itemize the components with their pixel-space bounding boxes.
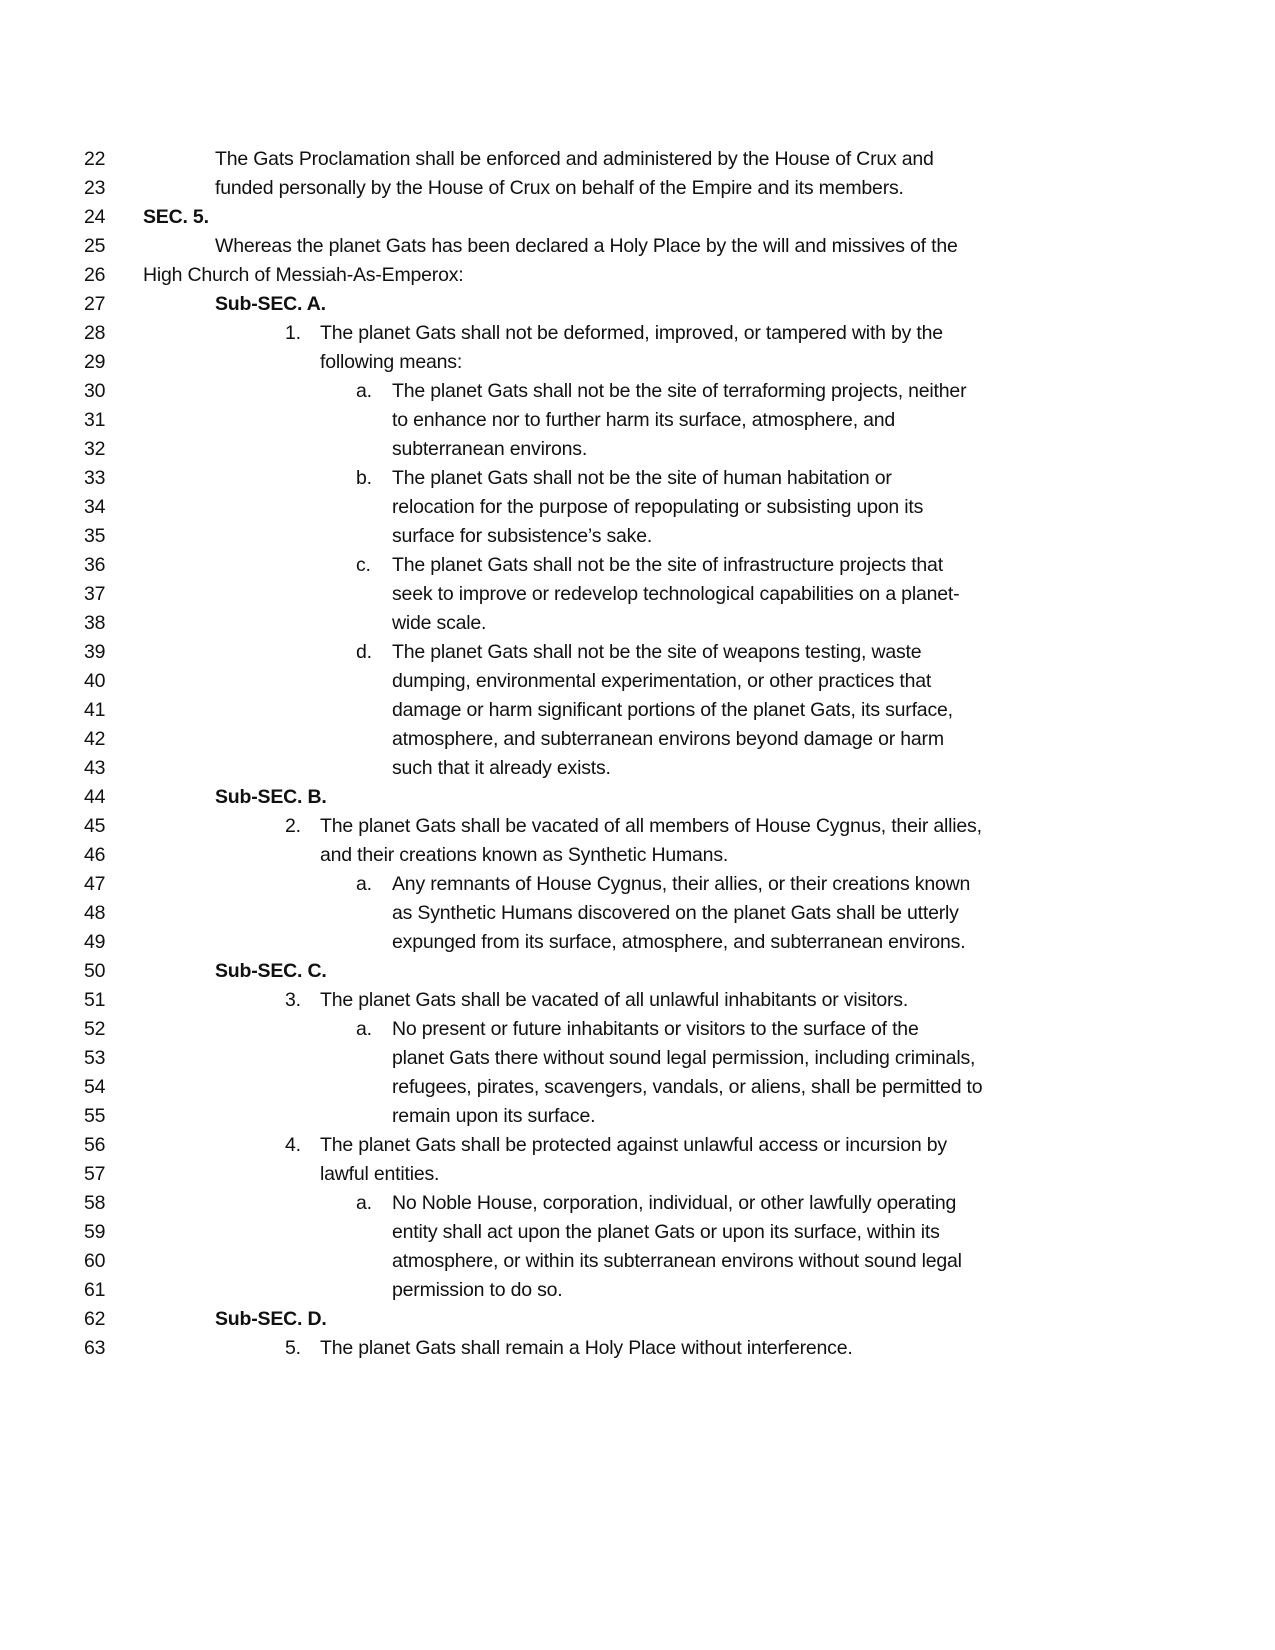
list-letter: a. — [356, 1192, 372, 1214]
line-number: 61 — [84, 1279, 106, 1301]
document-line — [0, 522, 1275, 551]
document-line — [0, 348, 1275, 377]
sublist-item-text: The planet Gats shall not be the site of infrastructure projects that — [392, 554, 943, 576]
list-item-text: The planet Gats shall remain a Holy Place without interference. — [320, 1337, 853, 1359]
document-line — [0, 870, 1275, 899]
document-line — [0, 841, 1275, 870]
sublist-item-text: as Synthetic Humans discovered on the planet Gats shall be utterly — [392, 902, 959, 924]
sublist-item-text: to enhance nor to further harm its surface, atmosphere, and — [392, 409, 896, 431]
line-number: 49 — [84, 931, 106, 953]
line-number: 28 — [84, 322, 106, 344]
line-number: 54 — [84, 1076, 106, 1098]
line-number: 39 — [84, 641, 106, 663]
line-number: 62 — [84, 1308, 106, 1330]
paragraph-text: Whereas the planet Gats has been declared a Holy Place by the will and missives of the — [215, 235, 958, 257]
line-number: 40 — [84, 670, 106, 692]
list-item-text: The planet Gats shall be protected against unlawful access or incursion by — [320, 1134, 947, 1156]
line-number: 22 — [84, 148, 106, 170]
document-line — [0, 1160, 1275, 1189]
document-line — [0, 812, 1275, 841]
document-line — [0, 754, 1275, 783]
list-letter: d. — [356, 641, 372, 663]
subsection-heading: Sub-SEC. C. — [215, 960, 327, 982]
list-letter: a. — [356, 1018, 372, 1040]
sublist-item-text: No Noble House, corporation, individual, or other lawfully operating — [392, 1192, 957, 1214]
sublist-item-text: subterranean environs. — [392, 438, 588, 460]
line-number: 32 — [84, 438, 106, 460]
line-number: 58 — [84, 1192, 106, 1214]
sublist-item-text: atmosphere, or within its subterranean environs without sound legal — [392, 1250, 962, 1272]
sublist-item-text: dumping, environmental experimentation, or other practices that — [392, 670, 932, 692]
line-number: 23 — [84, 177, 106, 199]
document-line — [0, 377, 1275, 406]
document-line — [0, 1131, 1275, 1160]
line-number: 57 — [84, 1163, 106, 1185]
sublist-item-text: wide scale. — [392, 612, 487, 634]
document-line — [0, 493, 1275, 522]
line-number: 34 — [84, 496, 106, 518]
document-line — [0, 725, 1275, 754]
document-line — [0, 1044, 1275, 1073]
line-number: 26 — [84, 264, 106, 286]
line-number: 47 — [84, 873, 106, 895]
line-number: 24 — [84, 206, 106, 228]
line-number: 43 — [84, 757, 106, 779]
list-letter: c. — [356, 554, 371, 576]
list-item-text: lawful entities. — [320, 1163, 440, 1185]
sublist-item-text: Any remnants of House Cygnus, their allies, or their creations known — [392, 873, 971, 895]
list-item-text: The planet Gats shall not be deformed, improved, or tampered with by the — [320, 322, 943, 344]
line-number: 25 — [84, 235, 106, 257]
line-number: 30 — [84, 380, 106, 402]
line-number: 38 — [84, 612, 106, 634]
line-number: 56 — [84, 1134, 106, 1156]
subsection-heading: Sub-SEC. D. — [215, 1308, 327, 1330]
line-number: 33 — [84, 467, 106, 489]
document-line — [0, 464, 1275, 493]
line-number: 36 — [84, 554, 106, 576]
list-letter: b. — [356, 467, 372, 489]
line-number: 60 — [84, 1250, 106, 1272]
sublist-item-text: permission to do so. — [392, 1279, 563, 1301]
line-number: 41 — [84, 699, 106, 721]
line-number: 51 — [84, 989, 106, 1011]
sublist-item-text: remain upon its surface. — [392, 1105, 596, 1127]
document-line — [0, 1015, 1275, 1044]
document-line — [0, 783, 1275, 812]
sublist-item-text: No present or future inhabitants or visitors to the surface of the — [392, 1018, 919, 1040]
line-number: 44 — [84, 786, 106, 808]
document-line — [0, 261, 1275, 290]
document-line — [0, 928, 1275, 957]
sublist-item-text: seek to improve or redevelop technological capabilities on a planet- — [392, 583, 960, 605]
document-line — [0, 145, 1275, 174]
document-line — [0, 609, 1275, 638]
list-item-text: The planet Gats shall be vacated of all members of House Cygnus, their allies, — [320, 815, 982, 837]
list-number: 5. — [285, 1337, 301, 1359]
sublist-item-text: damage or harm significant portions of the planet Gats, its surface, — [392, 699, 953, 721]
line-number: 31 — [84, 409, 106, 431]
line-number: 45 — [84, 815, 106, 837]
document-line — [0, 1334, 1275, 1363]
sublist-item-text: atmosphere, and subterranean environs beyond damage or harm — [392, 728, 944, 750]
sublist-item-text: expunged from its surface, atmosphere, and subterranean environs. — [392, 931, 966, 953]
line-number: 50 — [84, 960, 106, 982]
list-item-text: and their creations known as Synthetic Humans. — [320, 844, 729, 866]
subsection-heading: Sub-SEC. A. — [215, 293, 326, 315]
paragraph-text: High Church of Messiah-As-Emperox: — [143, 264, 464, 286]
document-line — [0, 986, 1275, 1015]
list-letter: a. — [356, 873, 372, 895]
sublist-item-text: such that it already exists. — [392, 757, 611, 779]
document-line — [0, 232, 1275, 261]
document-line — [0, 696, 1275, 725]
document-line — [0, 1305, 1275, 1334]
line-number: 52 — [84, 1018, 106, 1040]
document-line — [0, 1247, 1275, 1276]
document-line — [0, 638, 1275, 667]
paragraph-text: funded personally by the House of Crux on behalf of the Empire and its members. — [215, 177, 904, 199]
document-line — [0, 1218, 1275, 1247]
document-line — [0, 551, 1275, 580]
line-number: 42 — [84, 728, 106, 750]
document-line — [0, 290, 1275, 319]
line-number: 53 — [84, 1047, 106, 1069]
document-line — [0, 580, 1275, 609]
line-number: 29 — [84, 351, 106, 373]
document-line — [0, 203, 1275, 232]
document-line — [0, 1073, 1275, 1102]
line-number: 46 — [84, 844, 106, 866]
sublist-item-text: relocation for the purpose of repopulating or subsisting upon its — [392, 496, 924, 518]
document-line — [0, 957, 1275, 986]
sublist-item-text: The planet Gats shall not be the site of human habitation or — [392, 467, 892, 489]
section-heading: SEC. 5. — [143, 206, 209, 228]
document-line — [0, 1189, 1275, 1218]
paragraph-text: The Gats Proclamation shall be enforced and administered by the House of Crux and — [215, 148, 934, 170]
line-number: 37 — [84, 583, 106, 605]
list-number: 2. — [285, 815, 301, 837]
line-number: 55 — [84, 1105, 106, 1127]
document-line — [0, 435, 1275, 464]
subsection-heading: Sub-SEC. B. — [215, 786, 327, 808]
line-number: 48 — [84, 902, 106, 924]
sublist-item-text: The planet Gats shall not be the site of weapons testing, waste — [392, 641, 922, 663]
document-line — [0, 899, 1275, 928]
list-item-text: The planet Gats shall be vacated of all unlawful inhabitants or visitors. — [320, 989, 909, 1011]
list-number: 4. — [285, 1134, 301, 1156]
document-line — [0, 406, 1275, 435]
list-item-text: following means: — [320, 351, 463, 373]
line-number: 27 — [84, 293, 106, 315]
line-number: 35 — [84, 525, 106, 547]
list-number: 3. — [285, 989, 301, 1011]
sublist-item-text: surface for subsistence’s sake. — [392, 525, 653, 547]
document-line — [0, 1276, 1275, 1305]
line-number: 59 — [84, 1221, 106, 1243]
sublist-item-text: refugees, pirates, scavengers, vandals, or aliens, shall be permitted to — [392, 1076, 983, 1098]
document-line — [0, 319, 1275, 348]
sublist-item-text: entity shall act upon the planet Gats or upon its surface, within its — [392, 1221, 940, 1243]
sublist-item-text: planet Gats there without sound legal permission, including criminals, — [392, 1047, 976, 1069]
document-line — [0, 667, 1275, 696]
sublist-item-text: The planet Gats shall not be the site of terraforming projects, neither — [392, 380, 967, 402]
list-number: 1. — [285, 322, 301, 344]
line-number: 63 — [84, 1337, 106, 1359]
document-line — [0, 1102, 1275, 1131]
document-line — [0, 174, 1275, 203]
list-letter: a. — [356, 380, 372, 402]
